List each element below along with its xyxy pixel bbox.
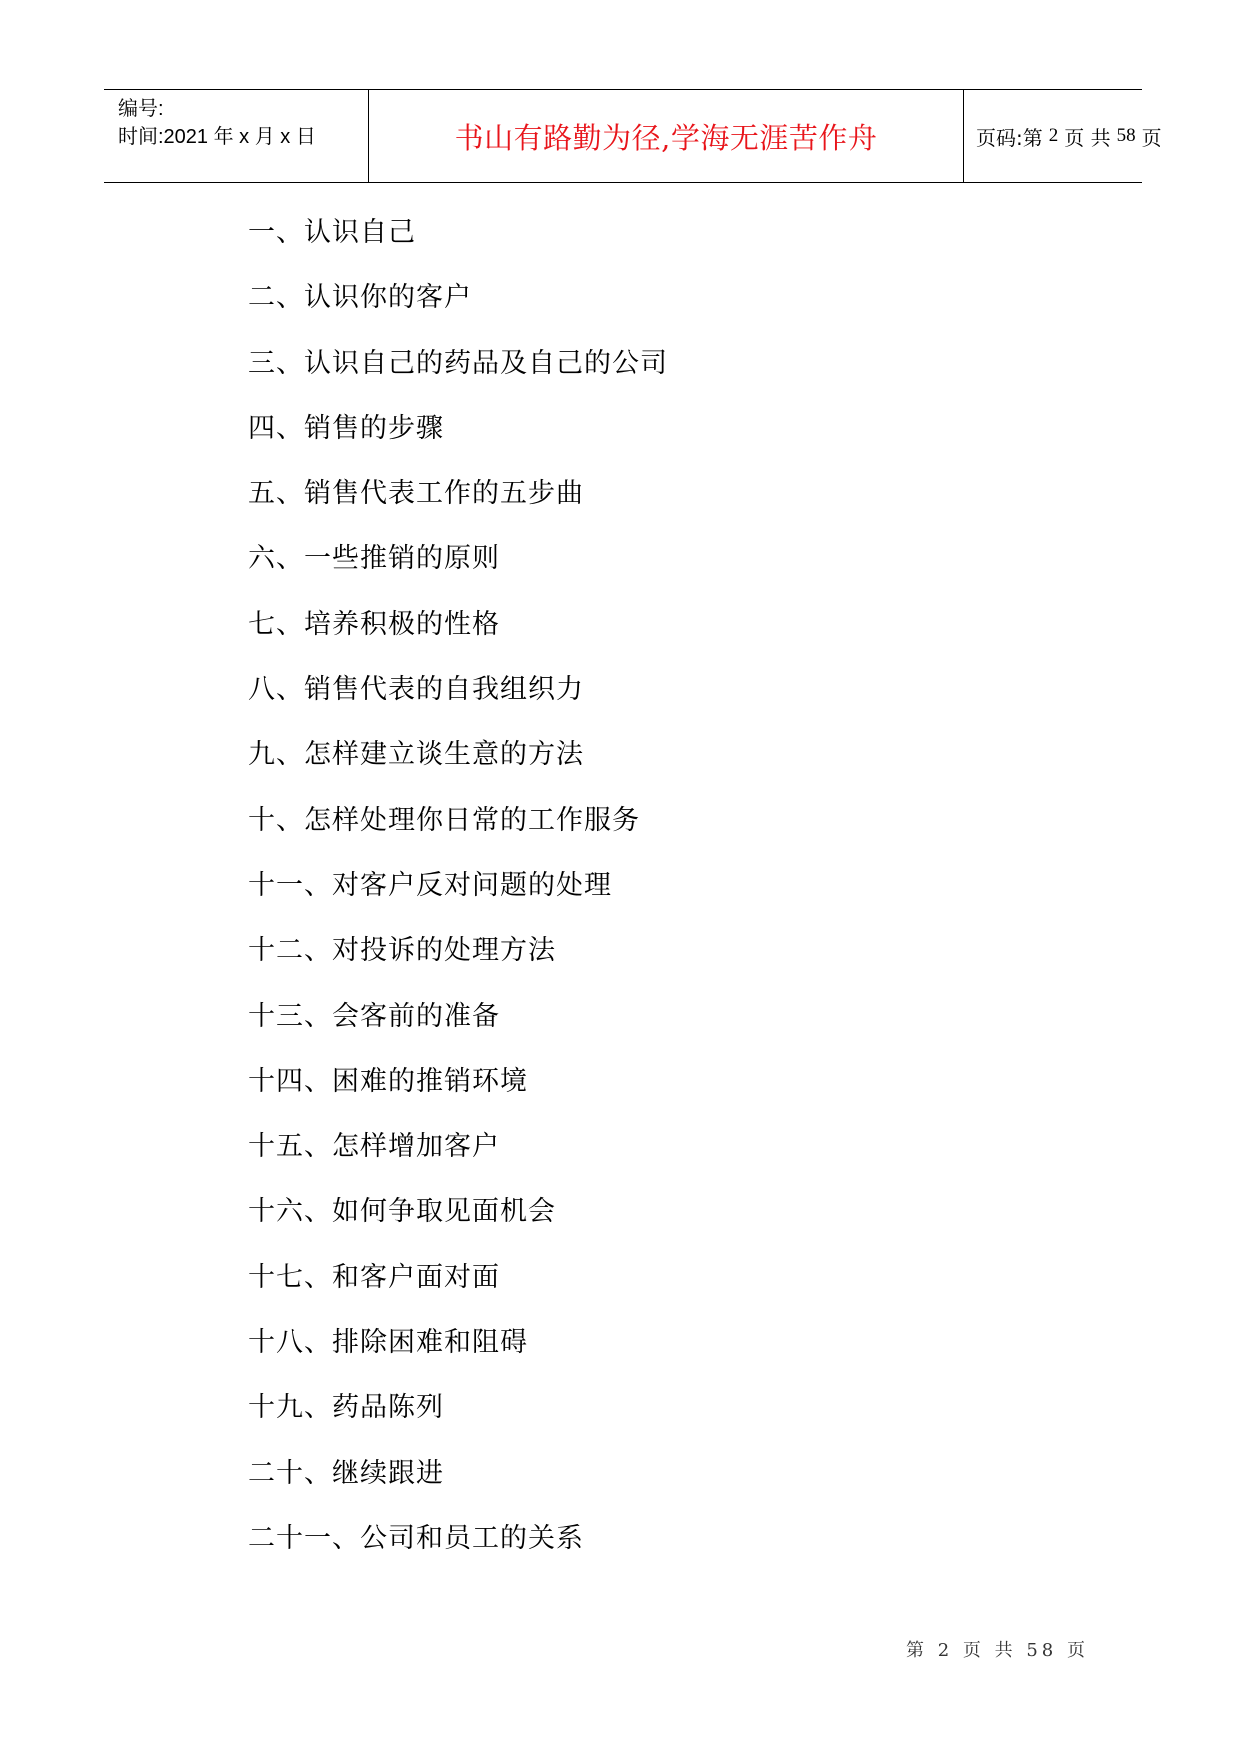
header-page-cell — [964, 90, 1162, 182]
toc-item: 十、怎样处理你日常的工作服务 — [248, 804, 640, 836]
toc-item: 二、认识你的客户 — [248, 282, 472, 314]
page-current-number: 2 — [1048, 125, 1059, 146]
header-motto-cell — [369, 90, 964, 182]
table-of-contents — [248, 218, 668, 1589]
header-motto: 书山有路勤为径,学海无涯苦作舟 — [454, 120, 878, 155]
toc-item: 七、培养积极的性格 — [248, 608, 500, 640]
page-total-number: 58 — [1116, 125, 1136, 146]
toc-item: 五、销售代表工作的五步曲 — [248, 478, 584, 510]
toc-item: 十六、如何争取见面机会 — [248, 1196, 556, 1228]
toc-item: 四、销售的步骤 — [248, 412, 444, 444]
header-meta-cell — [104, 90, 369, 182]
page-header — [104, 89, 1162, 183]
toc-item: 二十一、公司和员工的关系 — [248, 1522, 584, 1554]
toc-item: 八、销售代表的自我组织力 — [248, 674, 584, 706]
page-label-mid: 页 共 — [1064, 125, 1111, 150]
toc-item: 十四、困难的推销环境 — [248, 1065, 528, 1097]
toc-item: 三、认识自己的药品及自己的公司 — [248, 347, 668, 379]
toc-item: 十九、药品陈列 — [248, 1392, 444, 1424]
toc-item: 十八、排除困难和阻碍 — [248, 1327, 528, 1359]
page-label-suffix: 页 — [1141, 125, 1162, 150]
toc-item: 十五、怎样增加客户 — [248, 1131, 500, 1163]
toc-item: 一、认识自己 — [248, 217, 416, 248]
page-label-prefix: 页码:第 — [976, 125, 1043, 150]
toc-item: 十一、对客户反对问题的处理 — [248, 869, 612, 901]
toc-item: 十二、对投诉的处理方法 — [248, 935, 556, 967]
toc-item: 十七、和客户面对面 — [248, 1261, 500, 1293]
page-footer: 第 2 页 共 58 页 — [906, 1640, 1089, 1661]
toc-item: 十三、会客前的准备 — [248, 1000, 500, 1032]
toc-item: 二十、继续跟进 — [248, 1457, 444, 1489]
document-time-label: 时间:2021 年 x 月 x 日 — [118, 126, 316, 148]
document-number-label: 编号: — [118, 98, 164, 120]
toc-item: 六、一些推销的原则 — [248, 543, 500, 575]
toc-item: 九、怎样建立谈生意的方法 — [248, 739, 584, 771]
